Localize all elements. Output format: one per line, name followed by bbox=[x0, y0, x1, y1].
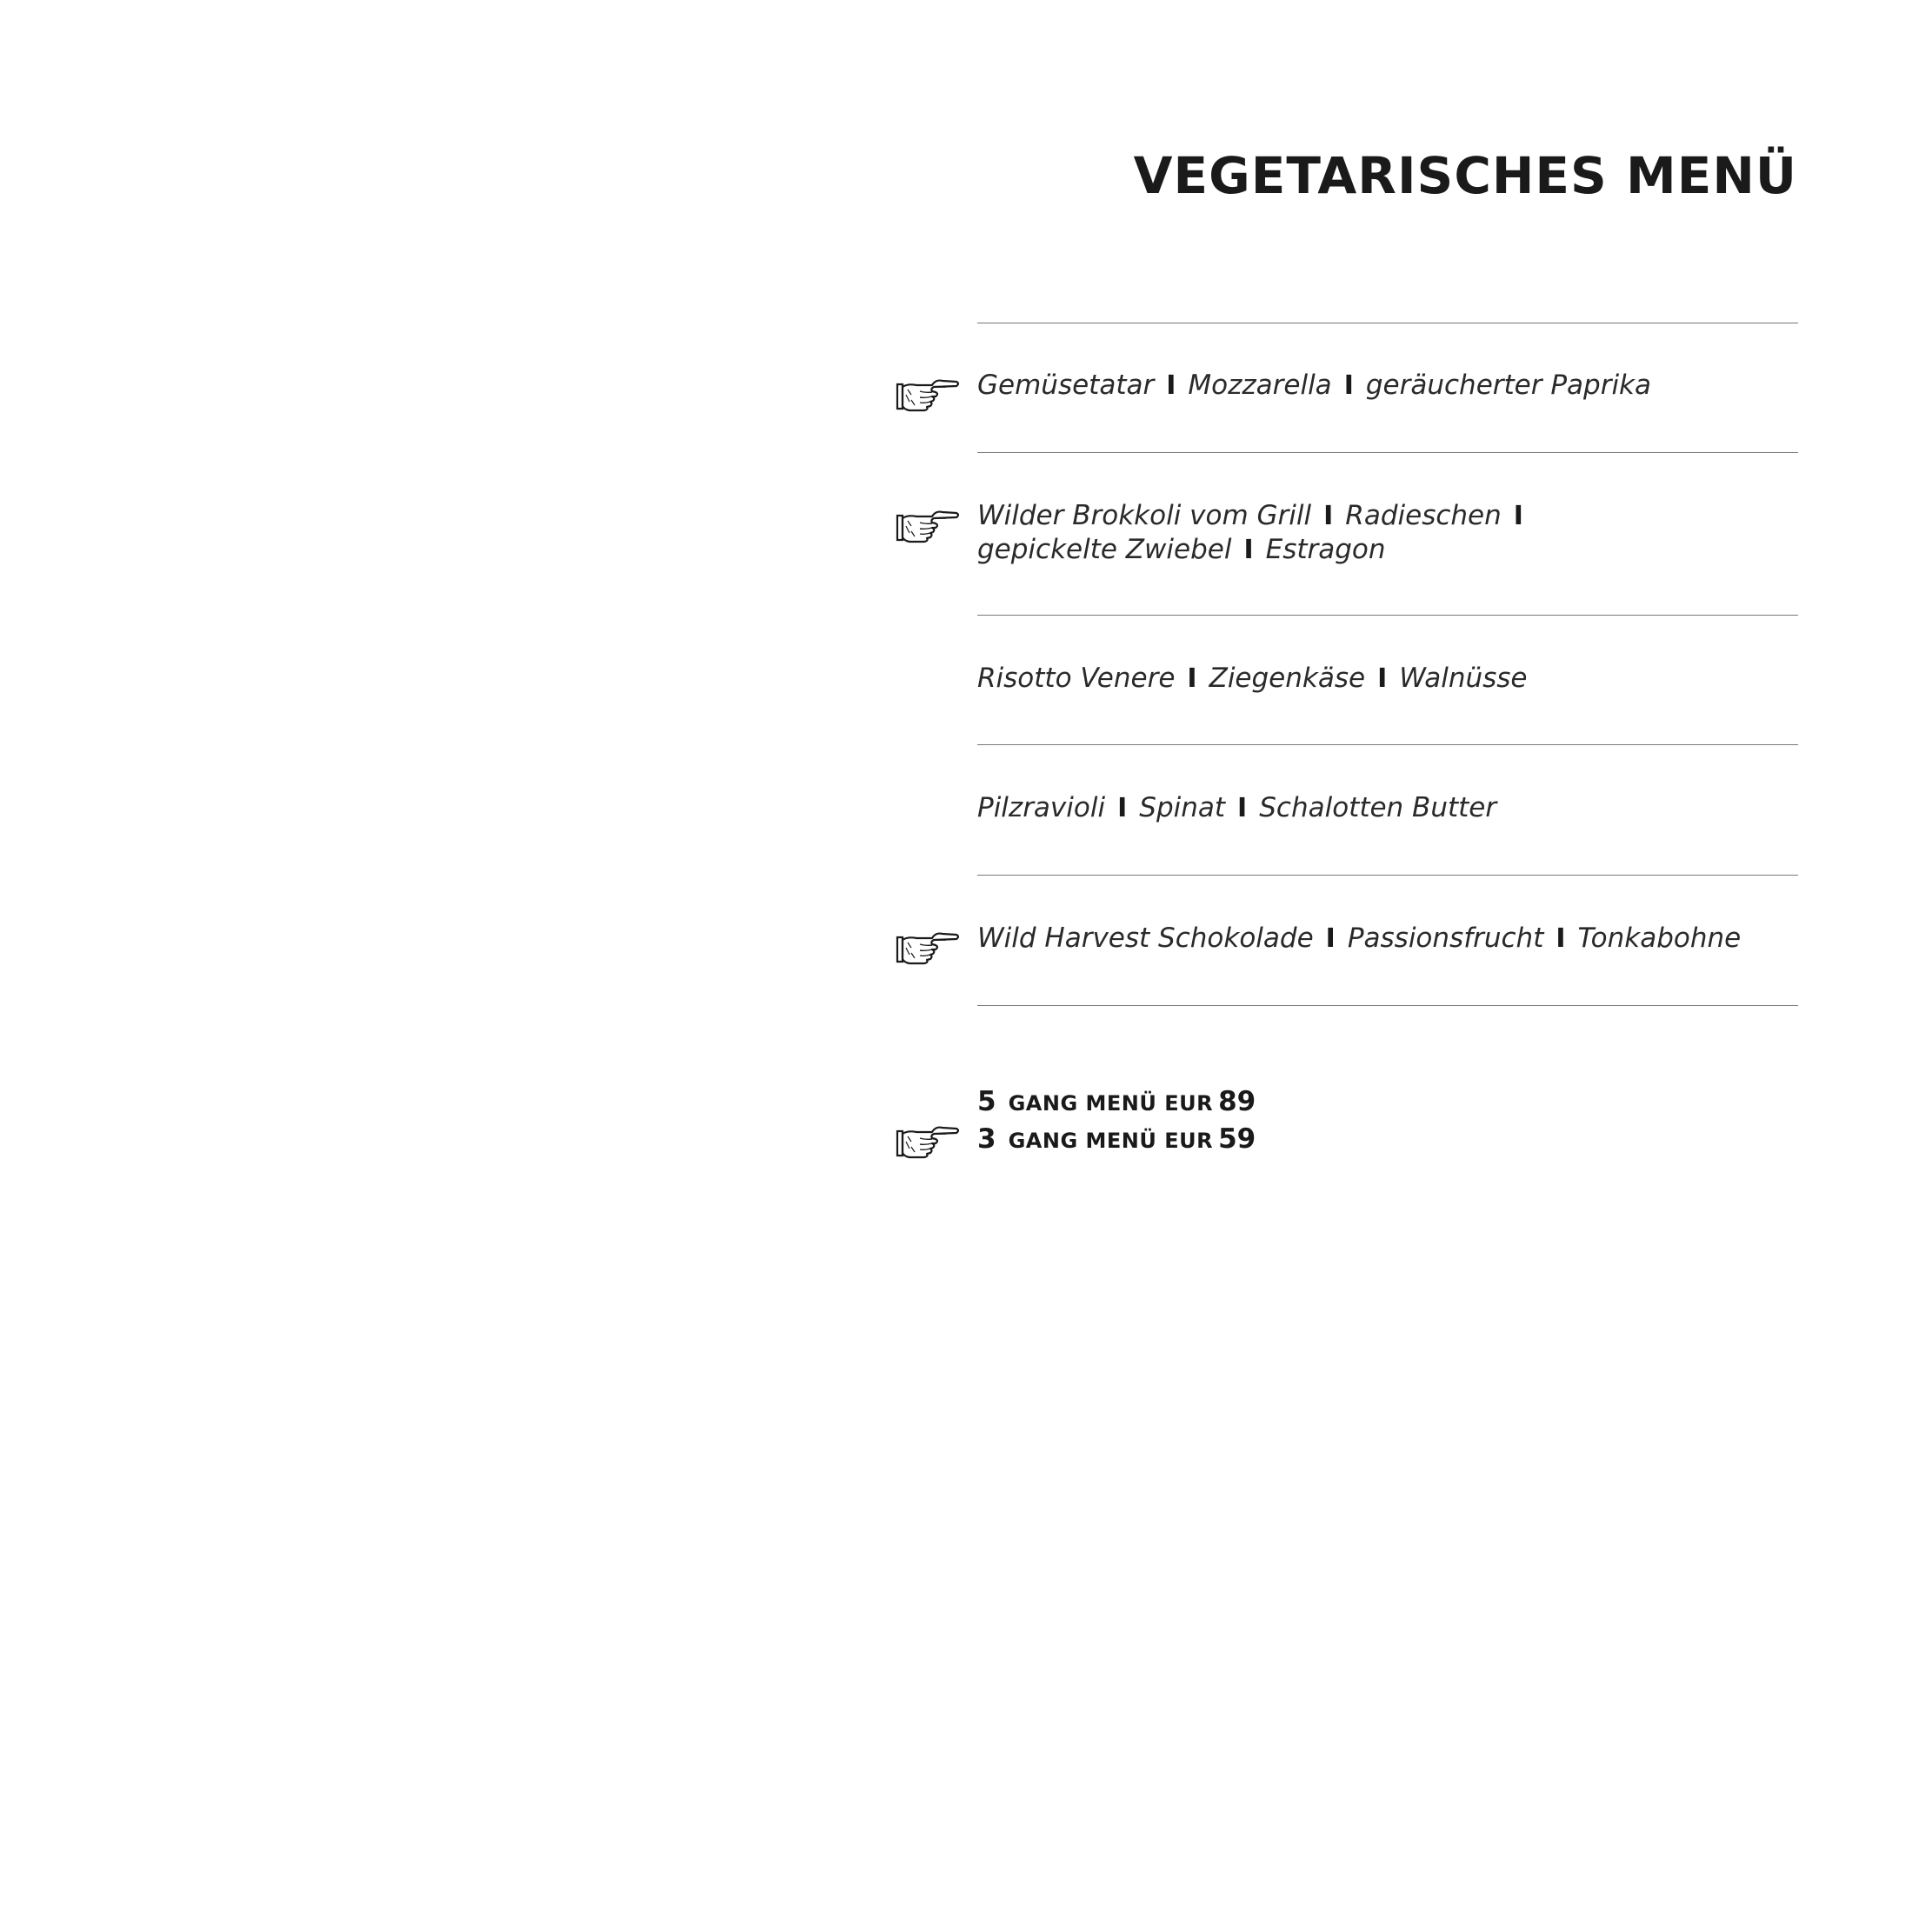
separator: I bbox=[1243, 535, 1254, 565]
price-amount: 59 bbox=[1218, 1123, 1256, 1155]
course-4-item: Schalotten Butter bbox=[1259, 792, 1497, 823]
course-count: 5 bbox=[977, 1086, 996, 1117]
course-count: 3 bbox=[977, 1123, 996, 1155]
menu-title: VEGETARISCHES MENÜ bbox=[1133, 146, 1797, 205]
course-3 bbox=[977, 662, 1795, 696]
price-3-gang bbox=[977, 1123, 1256, 1160]
separator: I bbox=[1343, 370, 1354, 401]
course-1-item: geräucherter Paprika bbox=[1365, 370, 1652, 401]
course-5-item: Passionsfrucht bbox=[1347, 923, 1544, 954]
course-2-item: Radieschen bbox=[1345, 500, 1502, 531]
course-4 bbox=[977, 791, 1795, 825]
separator: I bbox=[1237, 793, 1248, 823]
course-3-item: Risotto Venere bbox=[977, 663, 1176, 694]
separator: I bbox=[1325, 923, 1336, 954]
course-5-item: Tonkabohne bbox=[1577, 923, 1742, 954]
divider bbox=[977, 744, 1798, 745]
course-3-item: Walnüsse bbox=[1399, 663, 1528, 694]
separator: I bbox=[1556, 923, 1566, 954]
course-5 bbox=[977, 922, 1795, 956]
separator: I bbox=[1166, 370, 1176, 401]
pointing-hand-icon bbox=[894, 1123, 960, 1161]
divider bbox=[977, 615, 1798, 616]
separator: I bbox=[1117, 793, 1128, 823]
course-2-item: Estragon bbox=[1265, 534, 1386, 565]
course-4-item: Spinat bbox=[1139, 792, 1226, 823]
course-1-item: Mozzarella bbox=[1188, 370, 1332, 401]
divider bbox=[977, 452, 1798, 453]
course-1 bbox=[977, 369, 1795, 403]
price-label: GANG MENÜ EUR bbox=[1008, 1129, 1214, 1153]
course-2-item: gepickelte Zwiebel bbox=[977, 534, 1232, 565]
price-block bbox=[977, 1085, 1256, 1160]
separator: I bbox=[1513, 501, 1523, 531]
separator: I bbox=[1323, 501, 1334, 531]
course-5-item: Wild Harvest Schokolade bbox=[977, 923, 1314, 954]
price-amount: 89 bbox=[1218, 1086, 1256, 1117]
price-label: GANG MENÜ EUR bbox=[1008, 1091, 1214, 1116]
divider bbox=[977, 875, 1798, 876]
pointing-hand-icon bbox=[894, 376, 960, 414]
course-3-item: Ziegenkäse bbox=[1209, 663, 1366, 694]
course-1-item: Gemüsetatar bbox=[977, 370, 1155, 401]
course-2-item: Wilder Brokkoli vom Grill bbox=[977, 500, 1312, 531]
course-2-line-1 bbox=[977, 499, 1795, 533]
pointing-hand-icon bbox=[894, 507, 960, 545]
course-2 bbox=[977, 499, 1795, 567]
separator: I bbox=[1377, 663, 1388, 694]
course-4-item: Pilzravioli bbox=[977, 792, 1106, 823]
divider bbox=[977, 1005, 1798, 1006]
course-2-line-2 bbox=[977, 533, 1795, 567]
price-5-gang bbox=[977, 1085, 1256, 1123]
pointing-hand-icon bbox=[894, 929, 960, 967]
separator: I bbox=[1187, 663, 1197, 694]
